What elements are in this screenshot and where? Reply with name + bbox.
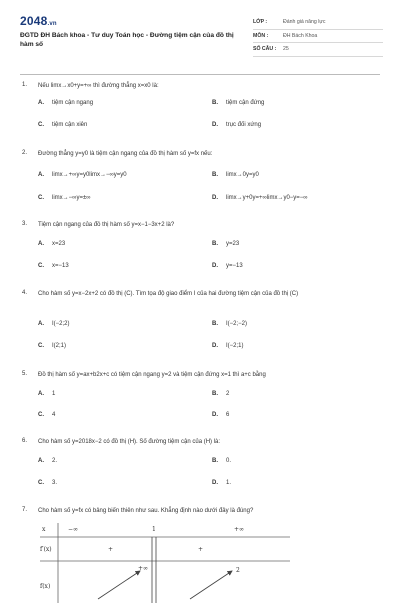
option-a[interactable]	[38, 458, 57, 464]
option-c[interactable]	[38, 343, 66, 349]
option-b[interactable]	[212, 391, 229, 397]
row-label-function: f(x)	[40, 583, 51, 590]
option-d[interactable]	[212, 263, 243, 269]
option-b[interactable]	[212, 241, 239, 247]
option-text: 3.	[52, 480, 58, 486]
question-text: Cho hàm số y=x−2x+2 có đồ thị (C). Tìm tọa độ giao điểm I của hai đường tiệm cận của đồ thị (C)	[38, 291, 299, 297]
option-c[interactable]	[38, 412, 55, 418]
logo-suffix: .vn	[47, 21, 57, 27]
info-value: ĐH Bách Khoa	[283, 32, 318, 39]
logo-text: 2048	[20, 14, 48, 28]
option-a[interactable]	[38, 100, 93, 106]
question-number: 4.	[22, 290, 28, 296]
option-b[interactable]	[212, 458, 231, 464]
info-key: LỚP :	[253, 19, 268, 25]
option-a[interactable]	[38, 241, 65, 247]
option-text: tiệm cận đứng	[226, 100, 265, 106]
option-label: A.	[38, 458, 44, 464]
option-text: limx→y+0y=+∞limx→y0−y=−∞	[226, 195, 308, 201]
option-label: B.	[212, 321, 218, 327]
info-key: MÔN :	[253, 32, 269, 39]
option-d[interactable]	[212, 195, 308, 201]
page-header	[0, 0, 400, 62]
option-b[interactable]	[212, 100, 264, 106]
question-number: 7.	[22, 507, 28, 513]
option-label: C.	[38, 195, 44, 201]
site-logo[interactable]	[20, 14, 57, 28]
info-value: 25	[283, 46, 289, 52]
question-text: Tiệm cận ngang của đồ thị hàm số y=x−1−3x+2 là?	[38, 222, 175, 228]
option-text: 6	[226, 412, 230, 418]
variation-table	[40, 523, 290, 603]
option-text: 2.	[52, 458, 58, 464]
option-label: A.	[38, 100, 44, 106]
question-text: Cho hàm số y=fx có bảng biến thiên như sau. Khẳng định nào dưới đây là đúng?	[38, 508, 254, 514]
question-text: Nếu limx→x0+y=+∞ thì đường thẳng x=x0 là:	[38, 83, 159, 89]
option-a[interactable]	[38, 321, 70, 327]
option-text: y=−13	[226, 263, 243, 269]
info-box	[253, 16, 383, 57]
option-label: D.	[212, 263, 218, 269]
option-c[interactable]	[38, 122, 87, 128]
option-text: limx→−∞y=±∞	[52, 195, 91, 201]
f-value-2: 2	[236, 567, 240, 574]
option-label: C.	[38, 480, 44, 486]
option-label: D.	[212, 122, 218, 128]
derivative-sign: +	[108, 546, 114, 553]
option-text: 1.	[226, 480, 232, 486]
option-text: I(−2;−2)	[226, 321, 248, 327]
option-label: A.	[38, 321, 44, 327]
info-row-count	[253, 43, 383, 57]
option-text: 1	[52, 391, 56, 397]
option-text: x=23	[52, 241, 66, 247]
option-b[interactable]	[212, 321, 247, 327]
info-row-subject	[253, 30, 383, 44]
question-text: Đồ thị hàm số y=ax+b2x+c có tiệm cận ngang y=2 và tiệm cận đứng x=1 thì a+c bằng	[38, 372, 266, 378]
x-value-1: 1	[152, 526, 156, 533]
question-number: 5.	[22, 371, 28, 377]
variation-table-lines	[40, 523, 290, 603]
question-text: Cho hàm số y=2018x−2 có đồ thị (H). Số đường tiệm cận của (H) là:	[38, 439, 221, 445]
option-label: A.	[38, 172, 44, 178]
question-number: 6.	[22, 438, 28, 444]
option-label: C.	[38, 412, 44, 418]
option-text: trục đối xứng	[226, 122, 262, 128]
option-text: I(−2;2)	[52, 321, 70, 327]
option-text: limx→+∞y=y0limx→−∞y=y0	[52, 172, 127, 178]
option-a[interactable]	[38, 172, 127, 178]
option-text: I(−2;1)	[226, 343, 244, 349]
question-number: 2.	[22, 150, 28, 156]
option-label: B.	[212, 172, 218, 178]
option-c[interactable]	[38, 480, 57, 486]
option-text: I(2;1)	[52, 343, 67, 349]
option-text: tiệm cận ngang	[52, 100, 94, 106]
option-label: D.	[212, 343, 218, 349]
header-divider	[20, 74, 380, 75]
row-label-derivative: f′(x)	[40, 546, 52, 553]
option-c[interactable]	[38, 263, 69, 269]
question-number: 3.	[22, 221, 28, 227]
option-label: C.	[38, 263, 44, 269]
f-value-pos-inf: +∞	[138, 565, 149, 572]
option-label: D.	[212, 480, 218, 486]
info-key: SỐ CÂU :	[253, 46, 277, 52]
option-d[interactable]	[212, 412, 229, 418]
option-text: 2	[226, 391, 230, 397]
option-b[interactable]	[212, 172, 259, 178]
option-label: B.	[212, 241, 218, 247]
option-label: D.	[212, 195, 218, 201]
option-a[interactable]	[38, 391, 55, 397]
info-row-class	[253, 16, 383, 30]
option-d[interactable]	[212, 343, 244, 349]
option-label: B.	[212, 391, 218, 397]
x-value-neg-inf: −∞	[68, 526, 79, 533]
x-value-pos-inf: +∞	[234, 526, 245, 533]
document-title: ĐGTD ĐH Bách khoa - Tư duy Toán học - Đường tiệm cận của đồ thị hàm số	[20, 32, 234, 48]
option-text: x=−13	[52, 263, 69, 269]
info-value: Đánh giá năng lực	[283, 19, 326, 25]
option-label: B.	[212, 458, 218, 464]
option-text: 4	[52, 412, 56, 418]
option-label: A.	[38, 241, 44, 247]
option-text: limx→0y=y0	[226, 172, 259, 178]
option-text: tiệm cận xiên	[52, 122, 88, 128]
option-label: D.	[212, 412, 218, 418]
row-label-x: x	[42, 526, 46, 533]
question-text: Đường thẳng y=y0 là tiệm cận ngang của đồ thị hàm số y=fx nếu:	[38, 151, 213, 157]
option-label: B.	[212, 100, 218, 106]
option-d[interactable]	[212, 480, 231, 486]
option-label: A.	[38, 391, 44, 397]
option-c[interactable]	[38, 195, 91, 201]
option-text: 0.	[226, 458, 232, 464]
option-text: y=23	[226, 241, 240, 247]
option-label: C.	[38, 343, 44, 349]
option-label: C.	[38, 122, 44, 128]
question-number: 1.	[22, 82, 28, 88]
option-d[interactable]	[212, 122, 261, 128]
derivative-sign: +	[198, 546, 204, 553]
